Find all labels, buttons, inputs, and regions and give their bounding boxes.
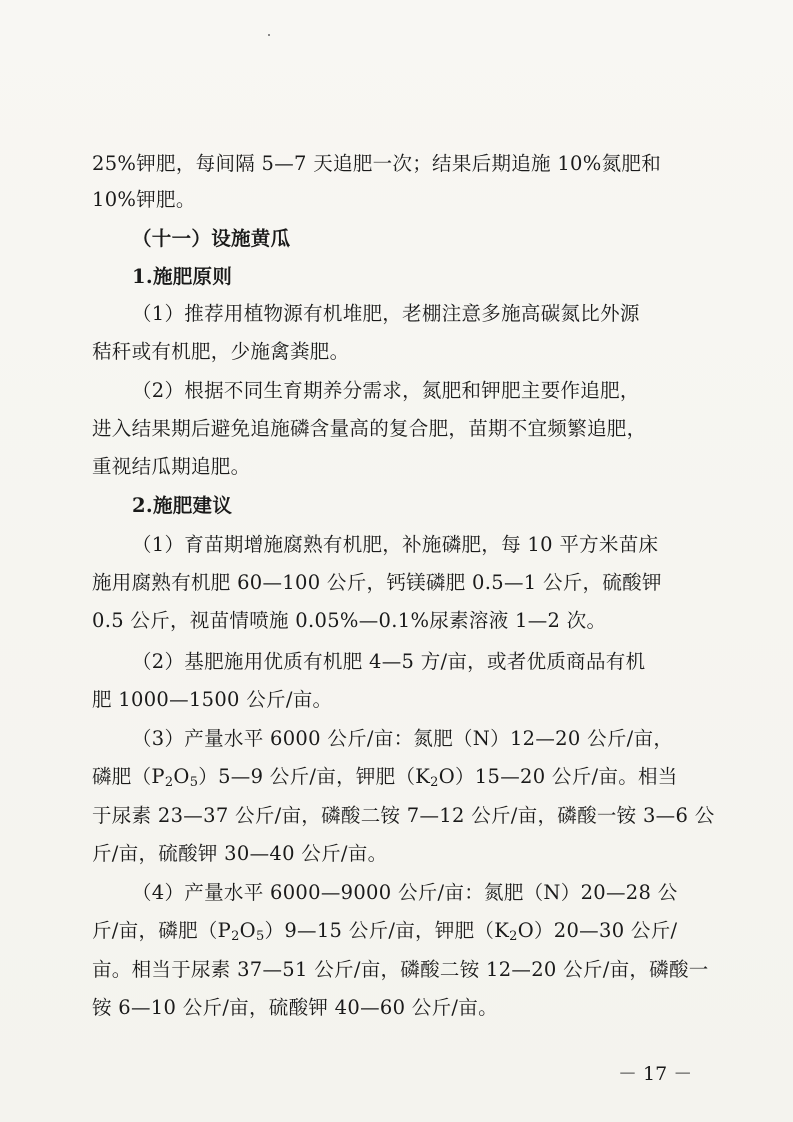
text-line: 铵 6—10 公斤/亩，硫酸钾 40—60 公斤/亩。 — [92, 996, 498, 1019]
section-heading: （十一）设施黄瓜 — [132, 227, 291, 250]
text-line: （2）根据不同生育期养分需求，氮肥和钾肥主要作追肥， — [132, 379, 640, 402]
text-line: （1）推荐用植物源有机堆肥，老棚注意多施高碳氮比外源 — [132, 302, 640, 325]
text-line: 10%钾肥。 — [92, 188, 196, 211]
subsection-heading: 2.施肥建议 — [132, 494, 233, 517]
text-line: 秸秆或有机肥，少施禽粪肥。 — [92, 340, 350, 363]
text-line: 磷肥$(P_2O_5)5—9$ 公斤/亩，钾肥$(K_2O)15—20$ 公斤/亩。相当 — [92, 765, 678, 790]
text-line: 25%钾肥，每间隔 5—7 天追肥一次；结果后期追施 10%氮肥和 — [92, 152, 661, 175]
text-line: 重视结瓜期追肥。 — [92, 455, 251, 478]
subsection-heading: 1.施肥原则 — [132, 265, 233, 288]
text-line: （4）产量水平 6000—9000 公斤/亩：氮肥（N）20—28 公 — [132, 881, 678, 904]
page-number: － 17 － — [618, 1063, 693, 1085]
text-line: 于尿素 23—37 公斤/亩，磷酸二铵 7—12 公斤/亩，磷酸一铵 3—6 公 — [92, 804, 715, 827]
text-line: （2）基肥施用优质有机肥 4—5 方/亩，或者优质商品有机 — [132, 650, 646, 673]
text-line: 施用腐熟有机肥 60—100 公斤，钙镁磷肥 0.5—1 公斤，硫酸钾 — [92, 571, 662, 594]
text-line: 进入结果期后避免追施磷含量高的复合肥，苗期不宜频繁追肥， — [92, 417, 647, 440]
text-line: 斤/亩，硫酸钾 30—40 公斤/亩。 — [92, 842, 388, 865]
text-line: （3）产量水平 6000 公斤/亩：氮肥（N）12—20 公斤/亩， — [132, 727, 674, 750]
scan-dot — [268, 34, 270, 36]
text-line: 斤/亩，磷肥$(P_2O_5)9—15$ 公斤/亩，钾肥$(K_2O)20—30$ 公斤/ — [92, 919, 678, 944]
text-line: 肥 1000—1500 公斤/亩。 — [92, 688, 333, 711]
text-line: 0.5 公斤，视苗情喷施 0.05%—0.1%尿素溶液 1—2 次。 — [92, 609, 607, 632]
text-line: （1）育苗期增施腐熟有机肥，补施磷肥，每 10 平方米苗床 — [132, 533, 659, 556]
text-line: 亩。相当于尿素 37—51 公斤/亩，磷酸二铵 12—20 公斤/亩，磷酸一 — [92, 958, 709, 981]
